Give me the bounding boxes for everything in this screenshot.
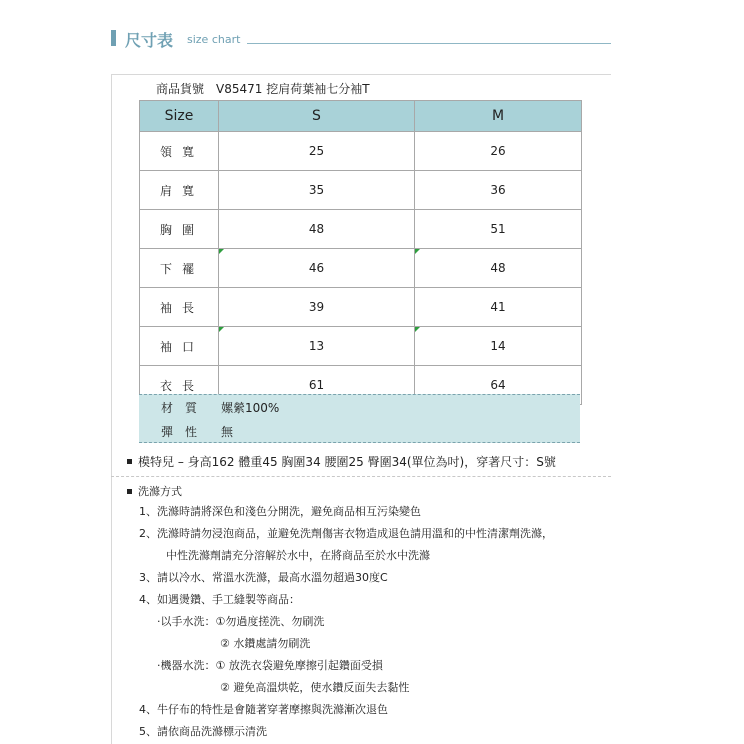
cell-s-value: 46 [308, 261, 325, 275]
wash-line: 3、請以冷水、常溫水洗滌，最高水溫勿超過30度C [139, 571, 388, 584]
product-code-value: V85471 挖肩荷葉袖七分袖T [216, 82, 370, 96]
row-label: 袖口 [140, 327, 219, 366]
bullet-square-icon [127, 459, 132, 464]
cell-m: 41 [415, 288, 582, 327]
wash-line: 1、洗滌時請將深色和淺色分開洗，避免商品相互污染變色 [139, 505, 421, 518]
wash-line: ‧機器水洗：① 放洗衣袋避免摩擦引起鑽面受損 [157, 659, 383, 672]
material-box [139, 394, 580, 443]
wash-line: 4、牛仔布的特性是會隨著穿著摩擦與洗滌漸次退色 [139, 703, 388, 716]
page-subtitle: size chart [187, 33, 241, 46]
wash-line: ② 水鑽處請勿刷洗 [220, 637, 311, 650]
dashed-separator [111, 476, 611, 477]
comment-marker-icon [219, 249, 224, 254]
size-table [139, 100, 582, 405]
title-divider [247, 43, 611, 44]
comment-marker-icon [219, 327, 224, 332]
content-box-top-border [111, 74, 611, 75]
table-row [140, 249, 582, 288]
bullet-square-icon [127, 489, 132, 494]
cell-m-value: 14 [490, 339, 506, 353]
wash-line: 中性洗滌劑請充分溶解於水中，在將商品至於水中洗滌 [166, 549, 430, 562]
wash-heading-text: 洗滌方式 [138, 485, 182, 498]
material-row [161, 399, 279, 416]
table-row [140, 327, 582, 366]
header-size: Size [140, 101, 219, 132]
product-code [156, 80, 370, 97]
cell-s: 48 [219, 210, 415, 249]
table-row [140, 132, 582, 171]
content-box-left-border [111, 74, 112, 744]
cell-s: 25 [219, 132, 415, 171]
wash-line: 4、如遇燙鑽、手工縫製等商品： [139, 593, 300, 606]
cell-m [415, 249, 582, 288]
wash-line: 2、洗滌時請勿浸泡商品，並避免洗劑傷害衣物造成退色請用溫和的中性清潔劑洗滌， [139, 527, 553, 540]
row-label: 袖長 [140, 288, 219, 327]
header-s: S [219, 101, 415, 132]
table-row [140, 288, 582, 327]
cell-s: 39 [219, 288, 415, 327]
section-title-bar [111, 28, 611, 50]
material-value: 嫘縈100% [221, 401, 280, 415]
cell-s [219, 249, 415, 288]
cell-m [415, 327, 582, 366]
cell-m-value: 48 [490, 261, 506, 275]
cell-s-value: 13 [308, 339, 325, 353]
row-label: 下襬 [140, 249, 219, 288]
row-label: 肩寬 [140, 171, 219, 210]
wash-line: ‧以手水洗：①勿過度搓洗、勿刷洗 [157, 615, 325, 628]
model-info [127, 453, 556, 470]
cell-m: 51 [415, 210, 582, 249]
material-label: 材質 [161, 401, 210, 415]
row-label: 衣長 [140, 366, 219, 405]
cell-s: 35 [219, 171, 415, 210]
cell-s: 61 [219, 366, 415, 405]
wash-line: ② 避免高溫烘乾，使水鑽反面失去黏性 [220, 681, 410, 694]
table-row [140, 210, 582, 249]
elastic-row [161, 423, 233, 440]
row-label: 胸圍 [140, 210, 219, 249]
cell-s [219, 327, 415, 366]
cell-m: 26 [415, 132, 582, 171]
elastic-value: 無 [221, 425, 234, 439]
model-info-text: 模特兒 – 身高162 體重45 胸圍34 腰圍25 臀圍34(單位為吋)，穿著尺寸：S號 [138, 455, 556, 469]
wash-line: 5、請依商品洗滌標示清洗 [139, 725, 267, 738]
table-row [140, 171, 582, 210]
product-code-label: 商品貨號 [156, 82, 205, 96]
cell-m: 64 [415, 366, 582, 405]
row-label: 領寬 [140, 132, 219, 171]
title-marker [111, 30, 116, 46]
comment-marker-icon [415, 327, 420, 332]
cell-m: 36 [415, 171, 582, 210]
header-m: M [415, 101, 582, 132]
elastic-label: 彈性 [161, 425, 210, 439]
wash-heading [127, 483, 182, 499]
page-title: 尺寸表 [125, 31, 174, 50]
size-table-header [140, 101, 582, 132]
comment-marker-icon [415, 249, 420, 254]
